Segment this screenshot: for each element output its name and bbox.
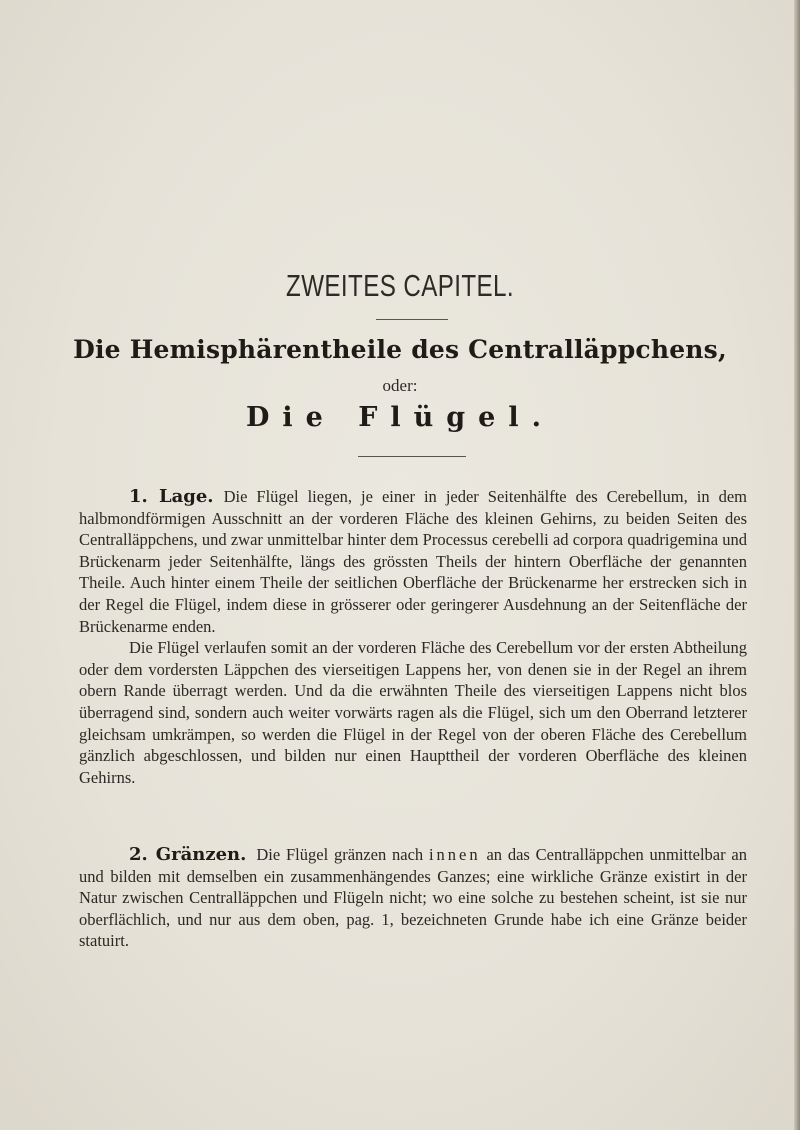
- chapter-title: ZWEITES CAPITEL.: [286, 268, 514, 303]
- heading-divider: [358, 456, 466, 457]
- page-edge: [794, 0, 800, 1130]
- paragraph-text: an das Centralläppchen unmittelbar an und bilden mit demselben ein zusammenhängendes Ganzes; eine wirkliche Gränze existirt in der Natur zwischen Centralläppchen und Flügeln nicht; wo eine solche zu bestehen scheint, ist sie nur oberflächlich, und nur aus dem oben, pag. 1, bezeichneten Grunde habe ich eine Gränze beider statuirt.: [79, 845, 748, 951]
- paragraph: [79, 486, 747, 637]
- section-subtitle: Die Hemisphärentheile des Centralläppchens,: [73, 335, 727, 364]
- paragraph: [79, 844, 747, 952]
- section-heading: 1. Lage.: [129, 486, 214, 507]
- title-divider: [376, 319, 448, 320]
- paragraph-text: Die Flügel liegen, je einer in jeder Seitenhälfte des Cerebellum, in dem halbmondförmigen Ausschnitt an der vorderen Fläche des kleinen Gehirns, zu beiden Seiten des Centralläppchens, und zwar unmittelbar hinter dem Processus cerebelli ad corpora quadrigemina und Brückenarm jeder Seitenhälfte, längs des grössten Theils der hintern Oberfläche der genannten Theile. Auch hinter einem Theile der seitlichen Oberfläche der Brückenarme her erstrecken sich in der Regel die Flügel, indem diese in grösserer oder geringerer Ausdehnung an der Seitenfläche der Brückenarme enden.: [79, 487, 747, 636]
- alt-title: Die Flügel.: [245, 402, 555, 433]
- paragraph: Die Flügel verlaufen somit an der vorderen Fläche des Cerebellum vor der ersten Abtheilung oder dem vordersten Läppchen des vierseitigen Lappens her, von denen sie in der Regel an ihrem obern Rande überragt werden. Und da die erwähnten Theile des vierseitigen Lappens nicht blos überragend sind, sondern auch weiter vorwärts ragen als die Flügel, sich um den Oberrand letzterer gleichsam umkrämpen, so werden die Flügel in der Regel von der oberen Fläche des Cerebellum gänzlich abgeschlossen, und bilden nur einen Haupttheil der vorderen Oberfläche des kleinen Gehirns.: [79, 638, 747, 787]
- section-heading: 2. Gränzen.: [129, 844, 247, 865]
- paragraph-text: Die Flügel gränzen nach: [256, 845, 424, 864]
- section-lage: [79, 486, 747, 788]
- emphasis-text: innen: [428, 845, 481, 864]
- section-graenzen: [79, 844, 747, 952]
- subtitle-connector: oder:: [382, 376, 418, 395]
